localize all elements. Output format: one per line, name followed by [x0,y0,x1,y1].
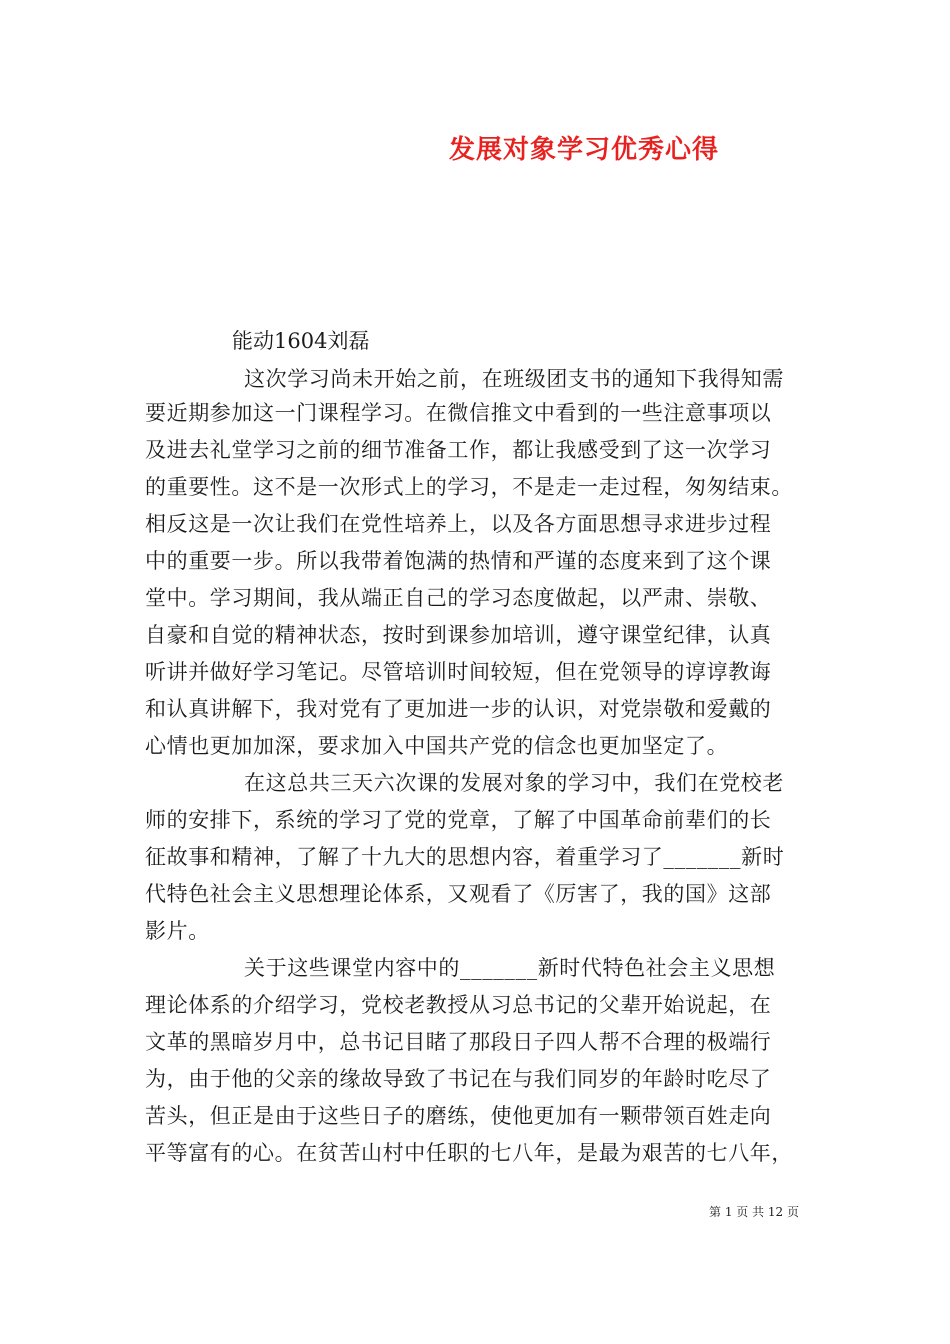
document-title: 发展对象学习优秀心得 [449,135,720,165]
body-line: 苦头，但正是由于这些日子的磨练，使他更加有一颗带领百姓走向 [145,1104,772,1128]
body-line: 师的安排下，系统的学习了党的党章，了解了中国革命前辈们的长 [145,808,772,832]
body-line: 心情也更加加深，要求加入中国共产党的信念也更加坚定了。 [145,734,729,758]
body-line: 为，由于他的父亲的缘故导致了书记在与我们同岁的年龄时吃尽了 [145,1067,772,1091]
body-line: 中的重要一步。所以我带着饱满的热情和严谨的态度来到了这个课 [145,549,772,573]
body-line: 关于这些课堂内容中的_______新时代特色社会主义思想 [244,956,776,980]
body-line: 听讲并做好学习笔记。尽管培训时间较短，但在党领导的谆谆教诲 [145,660,772,684]
body-line: 和认真讲解下，我对党有了更加进一步的认识，对党崇敬和爱戴的 [145,697,772,721]
page-number-footer: 第 1 页 共 12 页 [709,1205,799,1219]
body-line: 征故事和精神，了解了十九大的思想内容，着重学习了_______新时 [145,845,785,869]
body-line: 代特色社会主义思想理论体系，又观看了《厉害了，我的国》这部 [145,882,772,906]
author-line: 能动1604刘磊 [232,329,370,353]
body-line: 相反这是一次让我们在党性培养上，以及各方面思想寻求进步过程 [145,512,772,536]
body-line: 在这总共三天六次课的发展对象的学习中，我们在党校老 [244,771,784,795]
body-line: 文革的黑暗岁月中，总书记目睹了那段日子四人帮不合理的极端行 [145,1030,772,1054]
body-line: 理论体系的介绍学习，党校老教授从习总书记的父辈开始说起，在 [145,993,772,1017]
body-line: 要近期参加这一门课程学习。在微信推文中看到的一些注意事项以 [145,401,772,425]
body-line: 堂中。学习期间，我从端正自己的学习态度做起，以严肃、崇敬、 [145,586,772,610]
body-line: 这次学习尚未开始之前，在班级团支书的通知下我得知需 [244,367,784,391]
body-line: 及进去礼堂学习之前的细节准备工作，都让我感受到了这一次学习 [145,438,772,462]
body-line: 自豪和自觉的精神状态，按时到课参加培训，遵守课堂纪律，认真 [145,623,772,647]
body-line: 影片。 [145,919,210,943]
body-line: 的重要性。这不是一次形式上的学习，不是走一走过程，匆匆结束。 [145,475,793,499]
body-line: 平等富有的心。在贫苦山村中任职的七八年，是最为艰苦的七八年， [145,1141,793,1165]
